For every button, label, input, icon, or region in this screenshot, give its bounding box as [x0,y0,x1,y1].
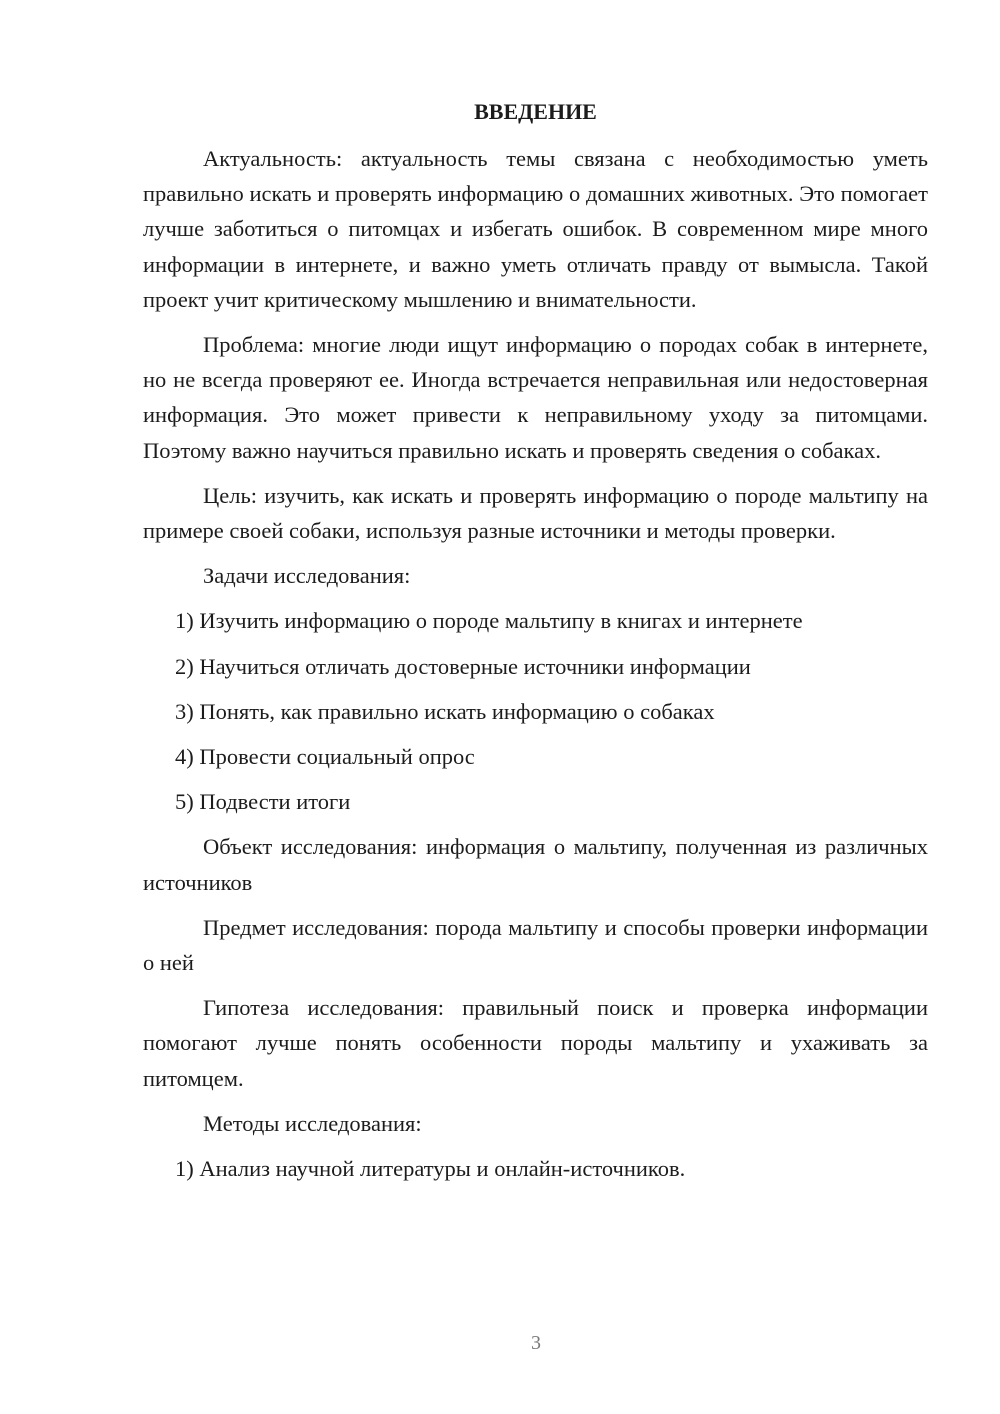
task-item: 2) Научиться отличать достоверные источники информации [175,653,751,679]
paragraph-subject: Предмет исследования: порода мальтипу и способы проверки информации о ней [143,914,928,976]
page-number: 3 [531,1332,541,1354]
document-body [143,94,928,1196]
task-item: 4) Провести социальный опрос [175,744,475,770]
paragraph-relevance: Актуальность: актуальность темы связана с необходимостью уметь правильно искать и проверять информацию о домашних животных. Это помогает лучше заботиться о питомцах и избегать ошибок. В современном мире много информации в интернете, и важно уметь отличать правду от вымысла. Такой проект учит критическому мышлению и внимательности. [143,146,928,312]
methods-heading: Методы исследования: [203,1110,422,1136]
paragraph-problem: Проблема: многие люди ищут информацию о породах собак в интернете, но не всегда проверяют ее. Иногда встречается неправильная или недостоверная информация. Это может привести к неправильному уходу за питомцами. Поэтому важно научиться правильно искать и проверять сведения о собаках. [143,332,928,463]
paragraph-goal: Цель: изучить, как искать и проверять информацию о породе мальтипу на примере своей собаки, используя разные источники и методы проверки. [143,482,928,544]
method-item: 1) Анализ научной литературы и онлайн-источников. [175,1156,686,1182]
tasks-heading: Задачи исследования: [203,563,411,589]
task-item: 5) Подвести итоги [175,789,351,815]
paragraph-hypothesis: Гипотеза исследования: правильный поиск и проверка информации помогают лучше понять особенности породы мальтипу и ухаживать за питомцем. [143,995,928,1091]
page-title: ВВЕДЕНИЕ [474,99,597,124]
task-item: 1) Изучить информацию о породе мальтипу в книгах и интернете [175,608,803,634]
paragraph-object: Объект исследования: информация о мальтипу, полученная из различных источников [143,834,928,895]
task-item: 3) Понять, как правильно искать информацию о собаках [175,698,715,724]
